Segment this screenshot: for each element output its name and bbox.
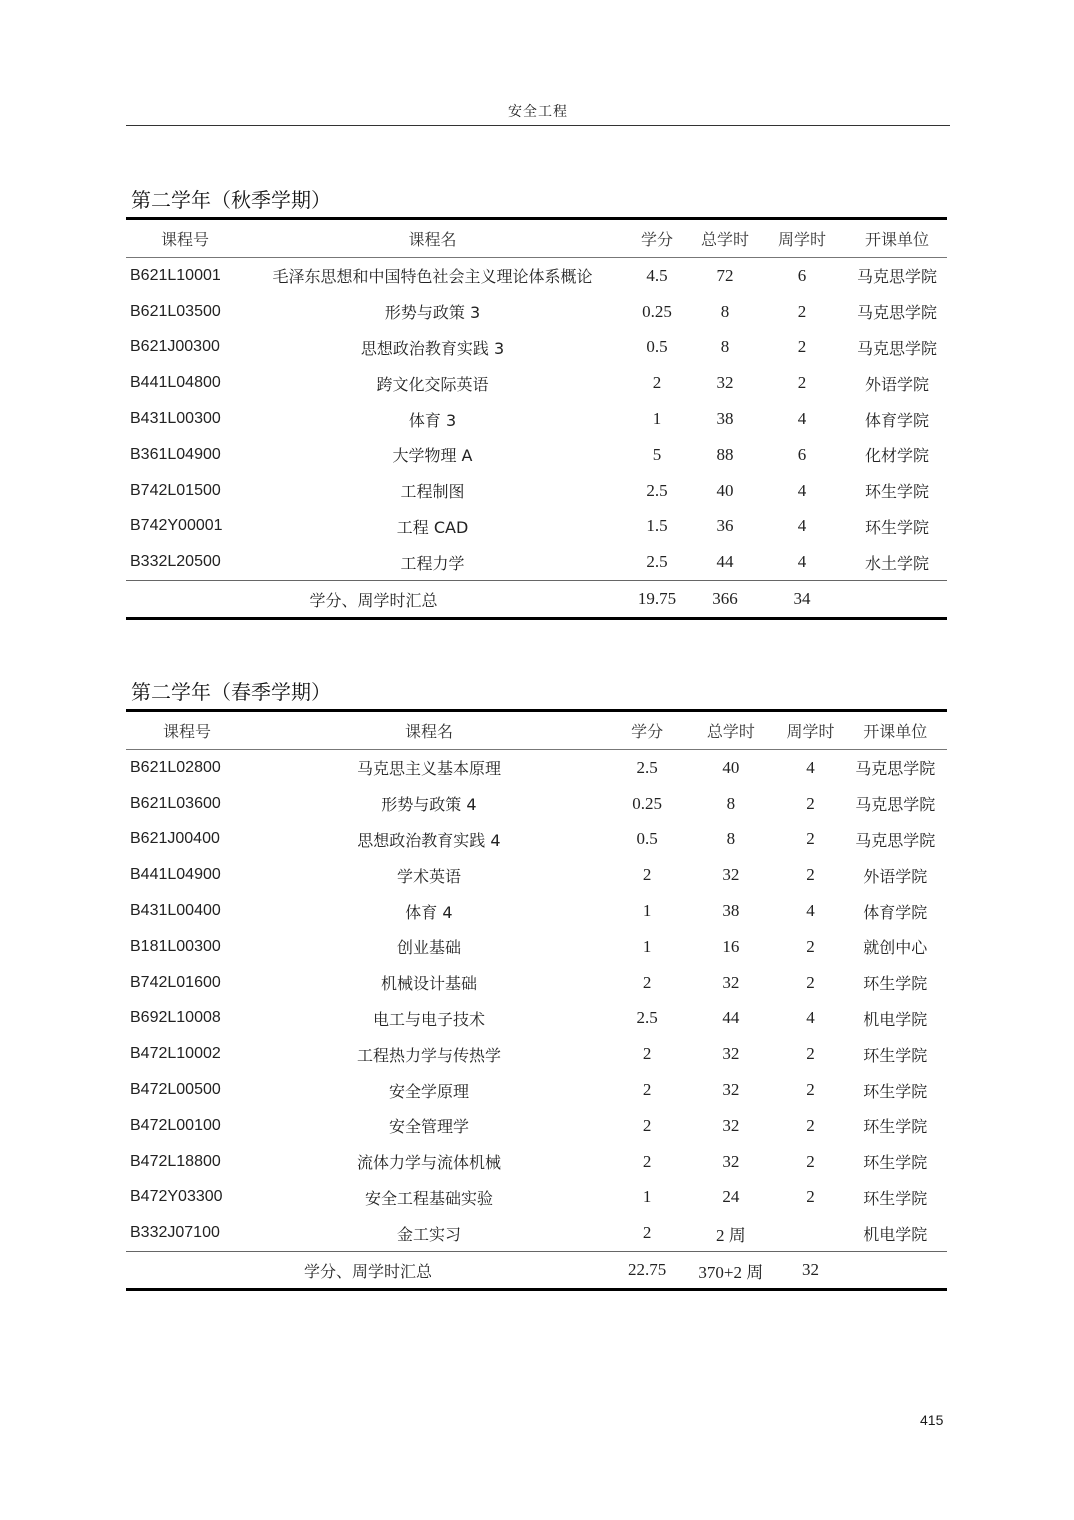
course-total-hours: 8 — [720, 301, 730, 321]
course-unit: 环生学院 — [863, 1188, 928, 1208]
autumn-course-table — [126, 217, 947, 620]
course-code: B621L10001 — [130, 266, 221, 284]
course-code: B742L01600 — [130, 973, 221, 991]
col-header-total-hours: 总学时 — [706, 722, 755, 741]
course-weekly-hours: 6 — [797, 444, 807, 464]
course-total-hours: 16 — [722, 936, 740, 956]
course-code: B742Y00001 — [130, 517, 223, 535]
course-credit: 4.5 — [646, 265, 668, 285]
course-name: 大学物理 A — [392, 446, 473, 466]
table-row — [126, 1144, 947, 1180]
course-code: B472Y03300 — [130, 1188, 223, 1206]
spring-semester-title: 第二学年（春季学期） — [131, 680, 331, 704]
course-total-hours: 32 — [722, 972, 740, 992]
course-credit: 0.5 — [646, 337, 668, 357]
table-row — [126, 365, 947, 401]
course-weekly-hours: 2 — [806, 1151, 815, 1171]
summary-weekly: 32 — [801, 1260, 819, 1280]
course-name: 创业基础 — [396, 938, 461, 958]
course-name: 学术英语 — [396, 866, 461, 886]
course-unit: 马克思学院 — [855, 830, 936, 850]
col-header-code: 课程号 — [160, 230, 209, 249]
summary-unit-empty — [847, 581, 947, 619]
course-code: B332L20500 — [130, 553, 221, 571]
course-credit: 2.5 — [646, 480, 668, 500]
course-code: B621L03500 — [130, 302, 221, 320]
course-weekly-hours: 2 — [806, 1115, 815, 1135]
running-header: 安全工程 — [126, 100, 950, 126]
course-unit: 化材学院 — [864, 446, 929, 466]
course-total-hours: 44 — [716, 552, 734, 572]
table-header-row — [126, 711, 947, 750]
course-unit: 外语学院 — [863, 866, 928, 886]
table-row — [126, 1215, 947, 1251]
course-name: 安全学原理 — [388, 1081, 469, 1101]
course-weekly-hours: 4 — [806, 757, 815, 777]
table-row — [126, 965, 947, 1001]
course-weekly-hours: 4 — [797, 552, 807, 572]
table-row — [126, 857, 947, 893]
course-name: 马克思主义基本原理 — [356, 759, 501, 779]
course-total-hours: 8 — [726, 829, 736, 849]
course-unit: 马克思学院 — [856, 303, 937, 323]
course-credit: 2 — [642, 1080, 652, 1100]
course-unit: 体育学院 — [864, 410, 929, 430]
course-code: B361L04900 — [130, 445, 221, 463]
col-header-name: 课程名 — [404, 722, 453, 741]
course-weekly-hours: 2 — [797, 337, 807, 357]
course-total-hours: 8 — [726, 793, 736, 813]
course-total-hours: 40 — [716, 480, 734, 500]
table-row — [126, 294, 947, 330]
col-header-unit: 开课单位 — [863, 722, 928, 741]
course-name: 安全管理学 — [388, 1117, 469, 1137]
col-header-unit: 开课单位 — [864, 230, 929, 249]
course-name: 流体力学与流体机械 — [356, 1153, 501, 1173]
course-weekly-hours: 2 — [806, 829, 815, 849]
course-name: 安全工程基础实验 — [364, 1188, 493, 1208]
table-row — [126, 437, 947, 473]
course-credit: 2 — [642, 1044, 652, 1064]
course-weekly-hours: 2 — [806, 1080, 815, 1100]
col-header-credit: 学分 — [631, 722, 664, 741]
course-code: B441L04900 — [130, 866, 221, 884]
course-total-hours: 40 — [722, 757, 740, 777]
course-credit: 2 — [642, 1223, 652, 1243]
course-name: 思想政治教育实践 3 — [360, 338, 505, 358]
course-total-hours: 38 — [716, 409, 734, 429]
summary-credit: 19.75 — [637, 589, 677, 609]
course-weekly-hours — [777, 1215, 843, 1251]
course-total-hours: 32 — [722, 1115, 740, 1135]
course-name: 体育 3 — [408, 410, 457, 430]
course-total-hours: 32 — [716, 373, 734, 393]
table-row — [126, 1108, 947, 1144]
col-header-credit: 学分 — [640, 230, 673, 249]
course-code: B431L00400 — [130, 902, 221, 920]
course-weekly-hours: 2 — [806, 865, 815, 885]
col-header-weekly-hours: 周学时 — [777, 230, 826, 249]
course-weekly-hours: 4 — [797, 409, 807, 429]
summary-hours: 366 — [712, 589, 738, 609]
course-total-hours: 44 — [722, 1008, 740, 1028]
course-total-hours: 8 — [720, 337, 730, 357]
course-code: B621J00300 — [130, 338, 220, 356]
course-total-hours: 38 — [722, 901, 740, 921]
course-unit: 水土学院 — [864, 553, 929, 573]
course-total-hours: 2 周 — [715, 1225, 746, 1245]
course-credit: 1 — [642, 1187, 652, 1207]
col-header-code: 课程号 — [162, 722, 211, 741]
course-unit: 环生学院 — [863, 1153, 928, 1173]
course-name: 思想政治教育实践 4 — [357, 830, 501, 850]
course-name: 形势与政策 4 — [381, 795, 477, 815]
col-header-name: 课程名 — [408, 230, 457, 249]
course-code: B181L00300 — [130, 937, 221, 955]
summary-row — [126, 581, 947, 619]
course-name: 毛泽东思想和中国特色社会主义理论体系概论 — [272, 267, 593, 287]
table-row — [126, 509, 947, 545]
summary-label: 学分、周学时汇总 — [303, 1261, 432, 1281]
table-row — [126, 1036, 947, 1072]
summary-hours: 370+2 周 — [698, 1262, 764, 1282]
table-row — [126, 258, 947, 294]
course-total-hours: 32 — [722, 1080, 740, 1100]
course-weekly-hours: 2 — [797, 373, 807, 393]
course-credit: 1 — [652, 409, 662, 429]
course-total-hours: 88 — [716, 444, 734, 464]
course-code: B742L01500 — [130, 481, 221, 499]
course-credit: 2 — [652, 373, 662, 393]
course-credit: 2 — [642, 1151, 652, 1171]
course-code: B472L10002 — [130, 1045, 221, 1063]
course-name: 工程力学 — [400, 553, 465, 573]
summary-weekly: 34 — [793, 589, 811, 609]
course-weekly-hours: 2 — [806, 936, 815, 956]
course-total-hours: 32 — [722, 1151, 740, 1171]
course-unit: 马克思学院 — [855, 795, 936, 815]
summary-credit: 22.75 — [627, 1260, 667, 1280]
table-row — [126, 750, 947, 786]
course-unit: 环生学院 — [863, 1117, 928, 1137]
course-credit: 1.5 — [646, 516, 668, 536]
course-total-hours: 32 — [722, 865, 740, 885]
course-unit: 外语学院 — [864, 374, 929, 394]
course-code: B441L04800 — [130, 374, 221, 392]
course-name: 体育 4 — [405, 902, 453, 922]
spring-course-table — [126, 709, 947, 1291]
course-credit: 5 — [652, 444, 662, 464]
course-unit: 马克思学院 — [856, 267, 937, 287]
course-unit: 环生学院 — [864, 517, 929, 537]
course-weekly-hours: 4 — [806, 1008, 815, 1028]
course-unit: 环生学院 — [863, 1045, 928, 1065]
course-weekly-hours: 2 — [806, 1187, 815, 1207]
course-weekly-hours: 6 — [797, 265, 807, 285]
course-code: B472L18800 — [130, 1152, 221, 1170]
course-unit: 环生学院 — [864, 482, 929, 502]
course-credit: 2.5 — [646, 552, 668, 572]
course-code: B472L00500 — [130, 1081, 221, 1099]
course-credit: 0.25 — [632, 793, 662, 813]
course-weekly-hours: 2 — [806, 793, 815, 813]
table-header-row — [126, 219, 947, 258]
course-unit: 环生学院 — [863, 974, 928, 994]
course-weekly-hours: 4 — [806, 901, 815, 921]
course-unit: 机电学院 — [863, 1224, 928, 1244]
course-total-hours: 32 — [722, 1044, 740, 1064]
page-number: 415 — [920, 1412, 944, 1428]
course-name: 工程热力学与传热学 — [356, 1045, 501, 1065]
course-weekly-hours: 4 — [797, 480, 807, 500]
course-name: 工程制图 — [400, 482, 465, 502]
course-code: B621J00400 — [130, 830, 220, 848]
course-unit: 机电学院 — [863, 1009, 928, 1029]
course-code: B621L02800 — [130, 758, 221, 776]
table-row — [126, 544, 947, 580]
course-unit: 马克思学院 — [855, 759, 936, 779]
course-weekly-hours: 4 — [797, 516, 807, 536]
course-code: B692L10008 — [130, 1009, 221, 1027]
table-row — [126, 929, 947, 965]
course-code: B621L03600 — [130, 794, 221, 812]
course-code: B472L00100 — [130, 1116, 221, 1134]
summary-unit-empty — [844, 1252, 947, 1290]
course-total-hours: 36 — [716, 516, 734, 536]
course-credit: 1 — [642, 936, 652, 956]
table-row — [126, 893, 947, 929]
table-row — [126, 822, 947, 858]
course-name: 电工与电子技术 — [372, 1009, 485, 1029]
course-unit: 马克思学院 — [856, 338, 937, 358]
course-credit: 0.5 — [636, 829, 658, 849]
course-name: 形势与政策 3 — [384, 303, 481, 323]
course-unit: 就创中心 — [863, 938, 928, 958]
course-weekly-hours: 2 — [797, 301, 807, 321]
table-row — [126, 786, 947, 822]
spring-rows — [126, 750, 947, 1252]
course-code: B332J07100 — [130, 1224, 220, 1242]
course-name: 机械设计基础 — [380, 974, 477, 994]
summary-label: 学分、周学时汇总 — [309, 590, 438, 610]
course-name: 工程 CAD — [396, 517, 469, 537]
col-header-weekly-hours: 周学时 — [786, 722, 835, 741]
table-row — [126, 330, 947, 366]
course-credit: 2 — [642, 972, 652, 992]
course-name: 金工实习 — [396, 1224, 461, 1244]
table-row — [126, 1001, 947, 1037]
course-credit: 0.25 — [642, 301, 672, 321]
autumn-rows — [126, 258, 947, 581]
course-credit: 2 — [642, 865, 652, 885]
table-row — [126, 473, 947, 509]
course-credit: 2.5 — [636, 757, 658, 777]
course-total-hours: 72 — [716, 265, 734, 285]
table-row — [126, 1072, 947, 1108]
course-weekly-hours: 2 — [806, 972, 815, 992]
course-credit: 1 — [642, 901, 652, 921]
course-name: 跨文化交际英语 — [376, 374, 489, 394]
summary-row — [126, 1252, 947, 1290]
course-weekly-hours: 2 — [806, 1044, 815, 1064]
course-unit: 环生学院 — [863, 1081, 928, 1101]
table-row — [126, 401, 947, 437]
autumn-semester-title: 第二学年（秋季学期） — [131, 188, 331, 212]
course-code: B431L00300 — [130, 410, 221, 428]
course-credit: 2 — [642, 1115, 652, 1135]
course-total-hours: 24 — [722, 1187, 740, 1207]
table-row — [126, 1180, 947, 1216]
course-unit: 体育学院 — [863, 902, 928, 922]
col-header-total-hours: 总学时 — [700, 230, 749, 249]
course-credit: 2.5 — [636, 1008, 658, 1028]
